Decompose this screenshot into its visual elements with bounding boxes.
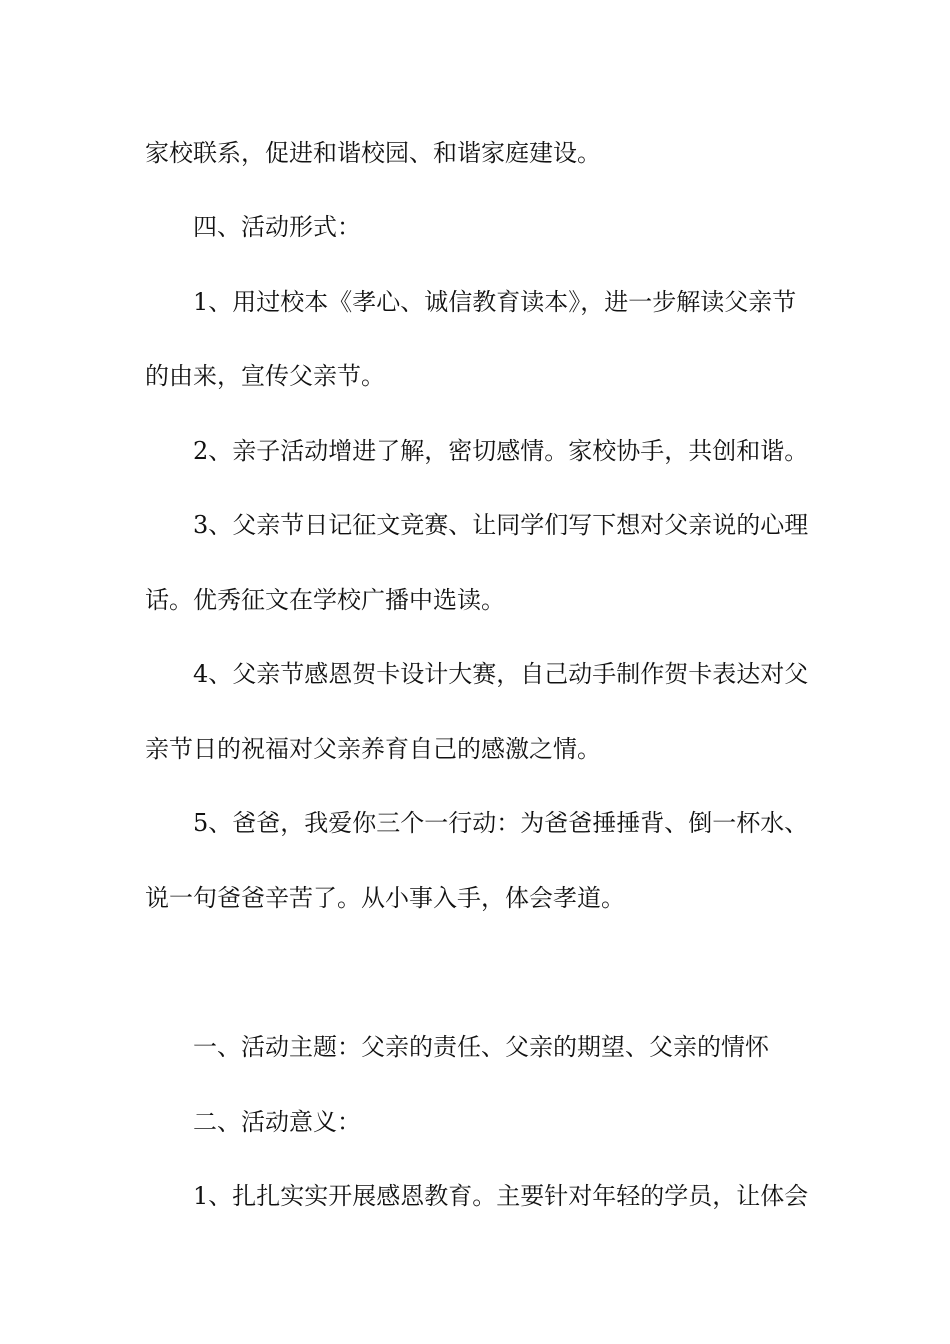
section-heading-activity-significance: 二、活动意义： [193,1108,361,1136]
paragraph-line: 家校联系，促进和谐校园、和谐家庭建设。 [145,139,601,167]
list-item-4-line-2: 亲节日的祝福对父亲养育自己的感激之情。 [145,735,601,763]
section-heading-activity-theme: 一、活动主题：父亲的责任、父亲的期望、父亲的情怀 [193,1033,769,1061]
section-heading-activity-form: 四、活动形式： [193,213,361,241]
significance-item-1-line-1: 1、扎扎实实开展感恩教育。主要针对年轻的学员，让体会 [193,1182,809,1210]
list-item-5-line-1: 5、爸爸，我爱你三个一行动：为爸爸捶捶背、倒一杯水、 [193,809,809,837]
list-item-2: 2、亲子活动增进了解，密切感情。家校协手，共创和谐。 [193,437,809,465]
list-item-3-line-2: 话。优秀征文在学校广播中选读。 [145,586,505,614]
list-item-1-line-2: 的由来，宣传父亲节。 [145,362,385,390]
list-item-5-line-2: 说一句爸爸辛苦了。从小事入手，体会孝道。 [145,884,625,912]
list-item-1-line-1: 1、用过校本《孝心、诚信教育读本》，进一步解读父亲节 [193,288,797,316]
list-item-4-line-1: 4、父亲节感恩贺卡设计大赛，自己动手制作贺卡表达对父 [193,660,809,688]
list-item-3-line-1: 3、父亲节日记征文竞赛、让同学们写下想对父亲说的心理 [193,511,809,539]
